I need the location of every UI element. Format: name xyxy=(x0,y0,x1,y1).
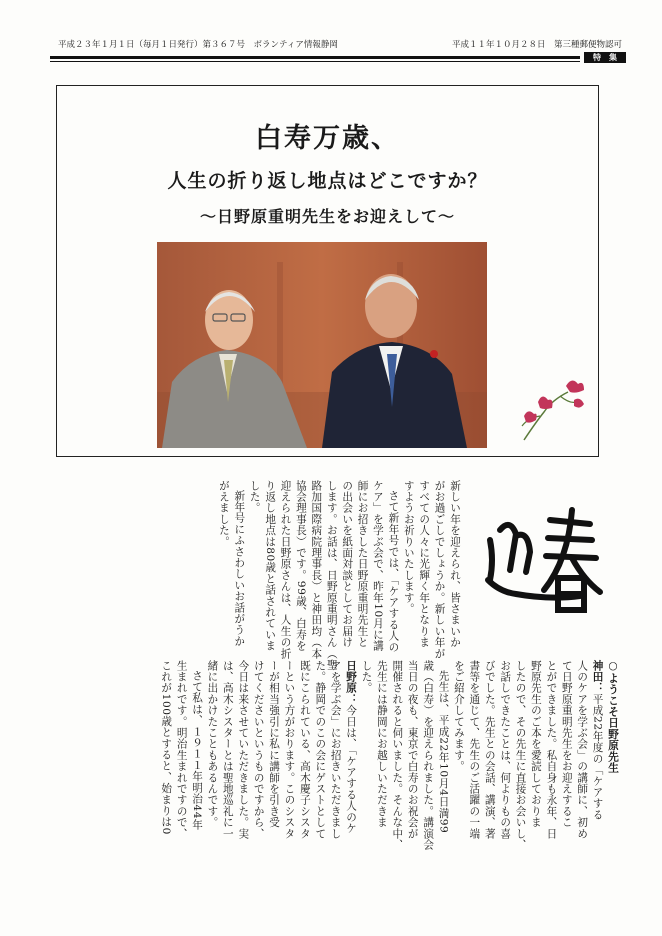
dialogue-line: た。静岡でのこの会にゲストとして xyxy=(314,660,327,840)
intro-line: ケア」を学ぶ会で、昨年10月に講 xyxy=(371,480,384,652)
intro-line: がお過ごしでしょうか。新しい年が xyxy=(433,480,446,660)
dialogue-text xyxy=(158,660,620,851)
intro-line: 協会理事長）です。99歳、白寿を xyxy=(294,480,307,652)
intro-line: すようお祈りいたします。 xyxy=(402,480,415,615)
intro-line: がえました。 xyxy=(217,480,230,548)
intro-line: り返し地点は80歳と話されていま xyxy=(264,480,277,652)
dialogue-line: は、高木シスターとは聖地巡礼に一 xyxy=(221,660,234,840)
dialogue-line: 先生には静岡にお越しいただきま xyxy=(375,660,388,828)
title-line-1: 白寿万歳、 xyxy=(255,123,400,154)
dialogue-line: 生まれです。明治生まれですので、 xyxy=(175,660,188,840)
header-left: 平成２３年１月１日（毎月１日発行）第３６７号 ボランティア情報静岡 xyxy=(58,40,338,50)
dialogue-line: 書等を通じて、先生のご活躍の一端 xyxy=(468,660,481,840)
dialogue-line: した。 xyxy=(360,660,373,694)
flower-illustration xyxy=(514,372,590,442)
section-tag: 特 集 xyxy=(584,52,626,63)
dialogue-line: て日野原重明先生をお迎えするこ xyxy=(560,660,573,828)
dialogue-line: アを学ぶ会」にお招きいただきまし xyxy=(329,660,342,840)
dialogue-line: お話しできたことは、何よりもの喜 xyxy=(499,660,512,840)
intro-line: すべての人々に光輝く年となりま xyxy=(418,480,431,648)
dialogue-line: とができました。私自身も永年、日 xyxy=(545,660,558,840)
dialogue-line: 当日の夜も、東京で白寿のお祝会が xyxy=(406,660,419,840)
geishun-calligraphy xyxy=(480,500,610,630)
intro-line: 路加国際病院理事長）と神田均（本 xyxy=(310,480,323,660)
dialogue-line: けてくださいというものですから、 xyxy=(252,660,265,840)
header-right: 平成１１年１０月２８日 第三種郵便物認可 xyxy=(451,40,622,50)
dialogue-line: 開催されると伺いました。そんな中、 xyxy=(391,660,404,851)
dialogue-line: 人のケアを学ぶ会」の講師に、初め xyxy=(576,660,589,840)
dialogue-line: ーが相当強引に私に講師を引き受 xyxy=(268,660,281,828)
dialogue-line: したので、その先生に直接お会いし、 xyxy=(514,660,527,851)
dialogue-line: 今日は来させていただきました。実 xyxy=(237,660,250,840)
dialogue-line: 歳（白寿）を迎えられました。講演会 xyxy=(422,660,435,851)
intro-line: 師にお招きした日野原重明先生と xyxy=(356,480,369,648)
title-line-3: ～日野原重明先生をお迎えして～ xyxy=(199,207,455,226)
intro-line: の出会いを紙面対談としてお届け xyxy=(341,480,354,648)
feature-frame xyxy=(56,85,599,457)
title-line-2: 人生の折り返し地点はどこですか？ xyxy=(167,170,488,192)
dialogue-line: 平成22年度の「ケアする xyxy=(591,693,604,821)
dialogue-line: 緒に出かけたこともあるんです。 xyxy=(206,660,219,828)
dialogue-heading: ○ようこそ日野原先生 xyxy=(607,660,619,774)
intro-line: 迎えられた日野原さんは、人生の折 xyxy=(279,480,292,660)
dialogue-line: これが100歳とすると、始まりは0 xyxy=(160,660,173,835)
dialogue-line: 野原先生のご本を愛読しておりま xyxy=(529,660,542,828)
dialogue-line: ーという方がおります。このシスタ xyxy=(283,660,296,840)
intro-line: した。 xyxy=(248,480,261,514)
hinohara-label: 日野原： xyxy=(345,660,358,705)
dialogue-line: 先生は、平成22年10月4日満99 xyxy=(437,670,450,834)
intro-text xyxy=(216,480,463,671)
dialogue-line: びでした。先生との会話、講演、著 xyxy=(483,660,496,840)
dialogue-line: さて私は、１９１１年明治44年 xyxy=(191,670,204,831)
header-rule xyxy=(50,52,626,62)
portrait-photo xyxy=(157,242,487,448)
intro-line: 新年号にふさわしいお話がうか xyxy=(233,490,246,647)
dialogue-line: 既にこられている、高木慶子シスタ xyxy=(298,660,311,840)
intro-line: さて新年号では、「ケアする人の xyxy=(387,490,400,653)
intro-line: 新しい年を迎えられ、皆さまいか xyxy=(449,480,461,648)
intro-line: します。お話は、日野原重明さん（聖 xyxy=(325,480,338,671)
dialogue-line: をご紹介してみます。 xyxy=(452,660,465,772)
dialogue-line: 今日は、「ケアする人のケ xyxy=(345,704,358,834)
kanda-label: 神田： xyxy=(591,660,604,694)
